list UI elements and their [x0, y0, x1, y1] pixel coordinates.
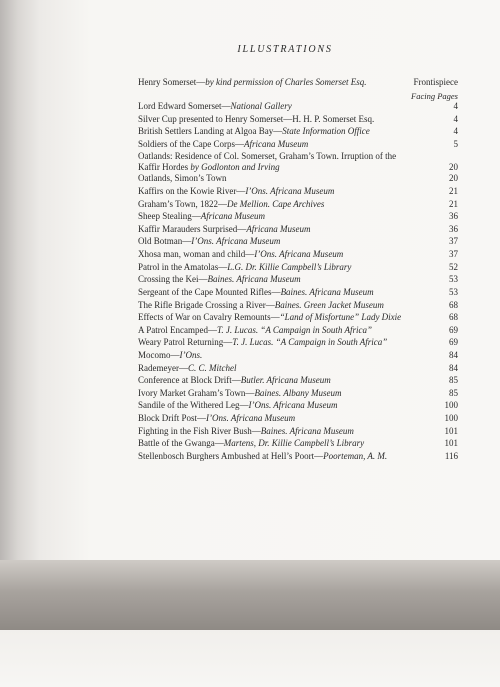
frontispiece-entry: [138, 77, 458, 87]
entry-title: Henry Somerset—: [138, 77, 206, 87]
entry-text: [138, 249, 428, 260]
entry-text: [138, 451, 428, 462]
entry-text: [138, 262, 428, 273]
entry-credit: Baines. Albany Museum: [254, 387, 342, 398]
entry-text: [138, 274, 428, 285]
entry-credit: I’Ons. Africana Museum: [245, 186, 335, 196]
entry-credit: Baines. Africana Museum: [280, 286, 374, 297]
entry-page-number: 37: [449, 236, 458, 247]
entry-page-number: 21: [449, 198, 458, 209]
entry-title: A Patrol Encamped—: [138, 324, 217, 335]
entry-text: [138, 114, 428, 125]
entry-title: Soldiers of the Cape Corps—: [138, 138, 244, 149]
entry-title: Oatlands, Simon’s Town: [138, 173, 227, 184]
entry-credit: I’Ons. Africana Museum: [191, 236, 281, 247]
entry-page-number: 36: [449, 211, 458, 222]
entry-title: Ivory Market Graham’s Town—: [138, 387, 255, 398]
entry-credit: by kind permission of Charles Somerset Esq.: [205, 77, 367, 87]
list-item: [138, 151, 458, 173]
list-item: [138, 126, 458, 137]
entry-credit: “Land of Misfortune” Lady Dixie: [279, 312, 402, 323]
entry-text: [138, 388, 428, 399]
list-item: [138, 287, 458, 298]
entry-page-number: 4: [453, 113, 458, 124]
entry-page-number: 101: [444, 438, 458, 449]
entry-text: [138, 426, 428, 437]
list-item: [138, 224, 458, 235]
entry-credit: Baines. Africana Museum: [260, 425, 354, 436]
list-item: [138, 236, 458, 247]
entry-page-number: 68: [449, 299, 458, 310]
entry-credit: Poorteman, A. M.: [323, 450, 388, 461]
list-item: [138, 173, 458, 184]
list-item: [138, 312, 458, 323]
list-item: [138, 211, 458, 222]
entry-page-number: 20: [449, 173, 458, 184]
entry-title: Battle of the Gwanga—: [138, 438, 224, 449]
list-item: [138, 375, 458, 386]
list-item: [138, 363, 458, 374]
entry-credit: Africana Museum: [244, 138, 309, 149]
entry-credit: L.G. Dr. Killie Campbell’s Library: [227, 261, 352, 272]
entry-page-number: 85: [449, 387, 458, 398]
entry-title: Fighting in the Fish River Bush—: [138, 425, 261, 436]
entry-page-number: 52: [449, 261, 458, 272]
entry-text: [138, 413, 428, 424]
entry-page-number: 84: [449, 349, 458, 360]
list-item: [138, 337, 458, 348]
entry-text: [138, 287, 428, 298]
entry-page-number: 100: [444, 412, 458, 423]
entry-credit: Butler. Africana Museum: [240, 375, 331, 386]
lower-page-margin: [0, 630, 500, 687]
page-heading: ILLUSTRATIONS: [237, 44, 333, 55]
entry-title: Sheep Stealing—: [138, 211, 201, 222]
entry-title: Block Drift Post—: [138, 412, 207, 423]
list-item: [138, 400, 458, 411]
entry-title: The Rifle Brigade Crossing a River—: [138, 299, 275, 310]
entry-page-number: 4: [453, 101, 458, 111]
entry-text: [138, 312, 428, 323]
list-item: [138, 114, 458, 125]
entry-credit: T. J. Lucas. “A Campaign in South Africa”: [216, 324, 373, 335]
entry-credit: Baines. Green Jacket Museum: [274, 299, 384, 310]
entry-page-number: 5: [453, 138, 458, 149]
entry-title: Stellenbosch Burghers Ambushed at Hell’s Poort—: [138, 450, 324, 461]
entry-text: [138, 173, 428, 184]
entry-text: [138, 126, 428, 137]
facing-pages-label: Facing Pages: [411, 91, 458, 101]
entry-page-number: 68: [449, 312, 458, 323]
entry-title: Kaffirs on the Kowie River—: [138, 186, 246, 196]
entry-credit: De Mellion. Cape Archives: [226, 198, 325, 209]
frontispiece-label: Frontispiece: [413, 77, 458, 87]
entry-text: [138, 375, 428, 386]
entry-page-number: 4: [453, 126, 458, 137]
entry-page-number: 101: [444, 425, 458, 436]
entry-page-number: 37: [449, 249, 458, 259]
entry-title: Silver Cup presented to Henry Somerset—H. H. P. Somerset Esq.: [138, 113, 375, 124]
entry-credit: T. J. Lucas. “A Campaign in South Africa”: [232, 337, 388, 348]
list-item: [138, 413, 458, 424]
entry-text: [138, 186, 428, 197]
entry-text: [138, 224, 428, 235]
entry-credit: C. C. Mitchel: [187, 362, 237, 373]
entry-title: Sandile of the Withered Leg—: [138, 400, 249, 411]
list-item: [138, 451, 458, 462]
entry-text: [138, 199, 428, 210]
entry-credit: I’Ons.: [179, 349, 203, 360]
list-item: [138, 274, 458, 285]
entry-credit: Africana Museum: [246, 223, 311, 234]
list-item: [138, 249, 458, 260]
entry-text: [138, 325, 428, 336]
entry-title: Graham’s Town, 1822—: [138, 198, 227, 209]
entry-text: [138, 101, 428, 112]
entry-title: Old Botman—: [138, 236, 192, 247]
list-item: [138, 139, 458, 150]
entry-credit: Martens, Dr. Killie Campbell’s Library: [223, 438, 365, 449]
entry-credit: National Gallery: [230, 101, 292, 111]
entry-title: British Settlers Landing at Algoa Bay—: [138, 126, 283, 137]
entry-credit: I’Ons. Africana Museum: [206, 412, 296, 423]
list-item: [138, 262, 458, 273]
list-item: [138, 388, 458, 399]
entry-title: Sergeant of the Cape Mounted Rifles—: [138, 286, 281, 297]
entry-text: [138, 300, 428, 311]
entry-credit: by Godlonton and Irving: [190, 162, 280, 173]
entry-title: Lord Edward Somerset—: [138, 101, 231, 111]
illustrations-list: [120, 0, 480, 560]
entry-text: [138, 139, 428, 150]
page-edge-shadow: [0, 560, 500, 630]
entry-credit: I’Ons. Africana Museum: [248, 400, 338, 411]
entry-page-number: 85: [449, 375, 458, 386]
frontispiece-text: [138, 77, 388, 87]
entry-text: [138, 337, 428, 348]
entry-text: [138, 350, 428, 361]
entry-text: [138, 363, 428, 374]
list-item: [138, 199, 458, 210]
entry-page-number: 116: [444, 450, 458, 461]
entry-credit: I’Ons. Africana Museum: [254, 249, 344, 259]
entry-title: Kaffir Marauders Surprised—: [138, 223, 247, 234]
entry-page-number: 100: [444, 400, 458, 411]
entry-title: Rademeyer—: [138, 362, 188, 373]
entry-text: [138, 211, 428, 222]
entry-credit: Baines. Africana Museum: [207, 274, 301, 285]
list-item: [138, 325, 458, 336]
entry-title: Xhosa man, woman and child—: [138, 249, 255, 259]
entry-page-number: 36: [449, 223, 458, 234]
entry-credit: State Information Office: [282, 126, 370, 137]
list-item: [138, 101, 458, 112]
list-item: [138, 438, 458, 449]
entry-page-number: 53: [449, 286, 458, 297]
entry-text: [138, 236, 428, 247]
entry-title: Oatlands: Residence of Col. Somerset, Graham’s Town. Irruption of the Kaffir Hordes: [138, 151, 397, 173]
entry-page-number: 69: [449, 324, 458, 335]
list-item: [138, 300, 458, 311]
entry-title: Conference at Block Drift—: [138, 375, 241, 386]
entry-page-number: 84: [449, 362, 458, 373]
entry-page-number: 21: [449, 186, 458, 196]
entry-text: [138, 438, 428, 449]
list-item: [138, 350, 458, 361]
entry-title: Effects of War on Cavalry Remounts—: [138, 312, 280, 323]
entry-title: Crossing the Kei—: [138, 274, 208, 285]
entry-page-number: 20: [449, 162, 458, 173]
entry-title: Patrol in the Amatolas—: [138, 261, 228, 272]
entry-title: Mocomo—: [138, 349, 180, 360]
list-item: [138, 186, 458, 197]
entry-credit: Africana Museum: [200, 211, 265, 222]
entry-text: [138, 400, 428, 411]
entry-page-number: 69: [449, 337, 458, 348]
entry-text: [138, 151, 428, 173]
list-item: [138, 426, 458, 437]
entry-page-number: 53: [449, 274, 458, 285]
entry-title: Weary Patrol Returning—: [138, 337, 233, 348]
